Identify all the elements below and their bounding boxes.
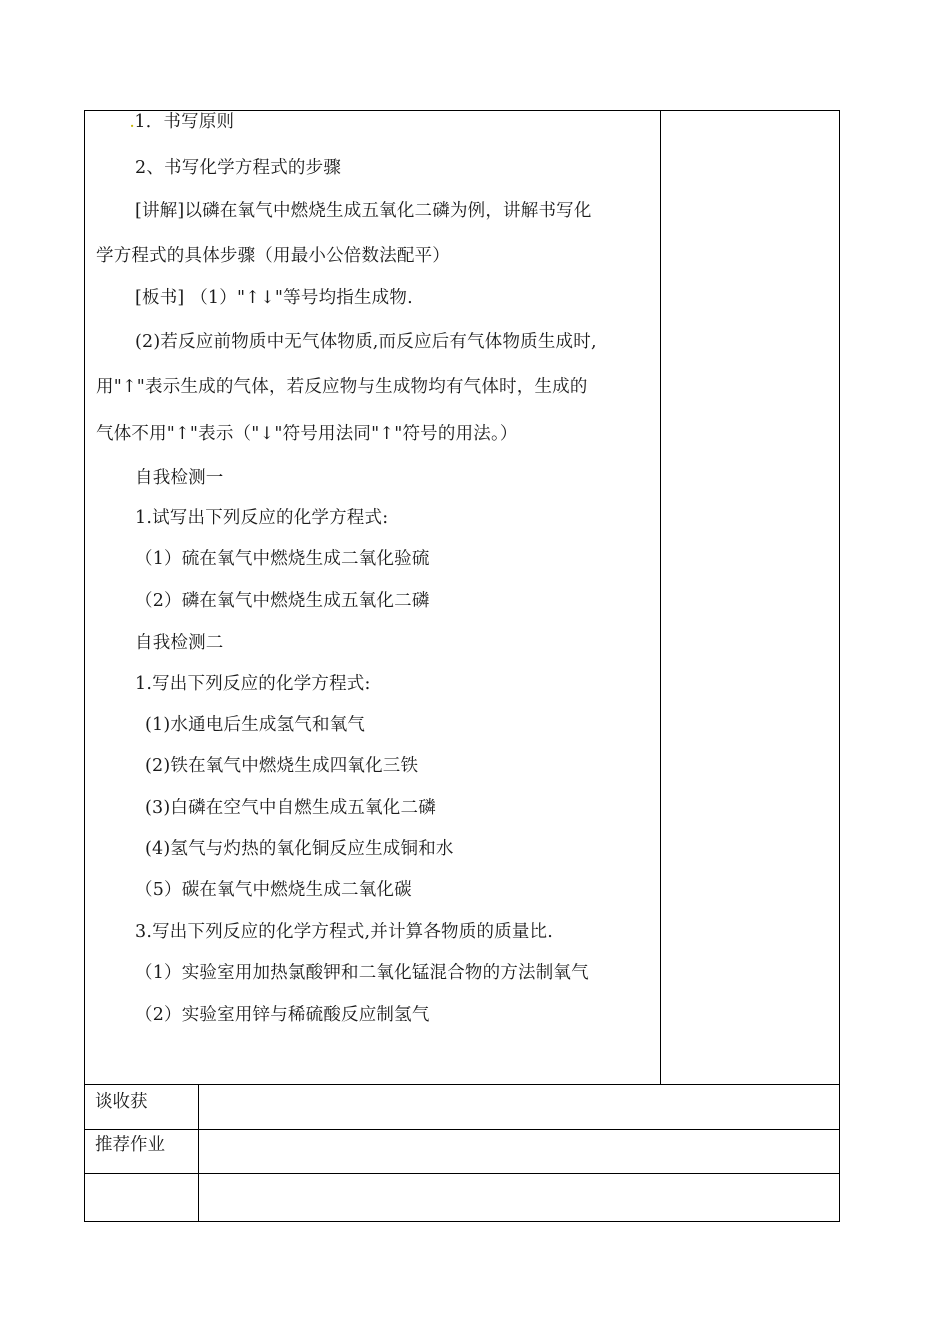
self-test-two-item-2: (2)铁在氧气中燃烧生成四氧化三铁 [145,756,419,776]
self-test-one-item-2: （2）磷在氧气中燃烧生成五氧化二磷 [135,591,430,611]
self-test-two-heading: 自我检测二 [135,633,224,653]
lecture-line-2: 学方程式的具体步骤（用最小公倍数法配平） [96,246,450,266]
board-line-2: (2)若反应前物质中无气体物质,而反应后有气体物质生成时, [135,332,597,352]
self-test-two-item-3: (3)白磷在空气中自燃生成五氧化二磷 [145,798,436,818]
blank-content-cell[interactable] [199,1174,839,1221]
self-test-two-item-1: (1)水通电后生成氢气和氧气 [145,715,366,735]
self-test-two-item-4: (4)氢气与灼热的氧化铜反应生成铜和水 [145,839,454,859]
question-three-item-1: （1）实验室用加热氯酸钾和二氧化锰混合物的方法制氧气 [135,963,589,983]
self-test-two-question: 1.写出下列反应的化学方程式: [135,674,371,694]
notes-column-cell[interactable] [661,111,839,1083]
self-test-two-item-5: （5）碳在氧气中燃烧生成二氧化碳 [135,880,412,900]
self-test-one-heading: 自我检测一 [135,468,224,488]
harvest-content-cell[interactable] [199,1085,839,1128]
self-test-one-question: 1.试写出下列反应的化学方程式: [135,508,389,528]
marker-dot: . [130,116,135,130]
board-line-1: [板书] （1）"↑↓"等号均指生成物. [135,288,413,308]
lecture-line-1: [讲解]以磷在氧气中燃烧生成五氧化二磷为例，讲解书写化 [135,201,592,221]
harvest-label: 谈收获 [95,1092,148,1112]
board-line-4: 气体不用"↑"表示（"↓"符号用法同"↑"符号的用法。） [96,424,518,444]
self-test-one-item-1: （1）硫在氧气中燃烧生成二氧化验硫 [135,549,430,569]
steps-heading: 2、书写化学方程式的步骤 [135,158,342,178]
homework-content-cell[interactable] [199,1130,839,1172]
principle-heading: .1．书写原则 [130,112,235,132]
question-three: 3.写出下列反应的化学方程式,并计算各物质的质量比. [135,922,554,942]
homework-label: 推荐作业 [95,1135,165,1155]
board-line-3: 用"↑"表示生成的气体，若反应物与生成物均有气体时，生成的 [96,377,588,397]
question-three-item-2: （2）实验室用锌与稀硫酸反应制氢气 [135,1005,430,1025]
